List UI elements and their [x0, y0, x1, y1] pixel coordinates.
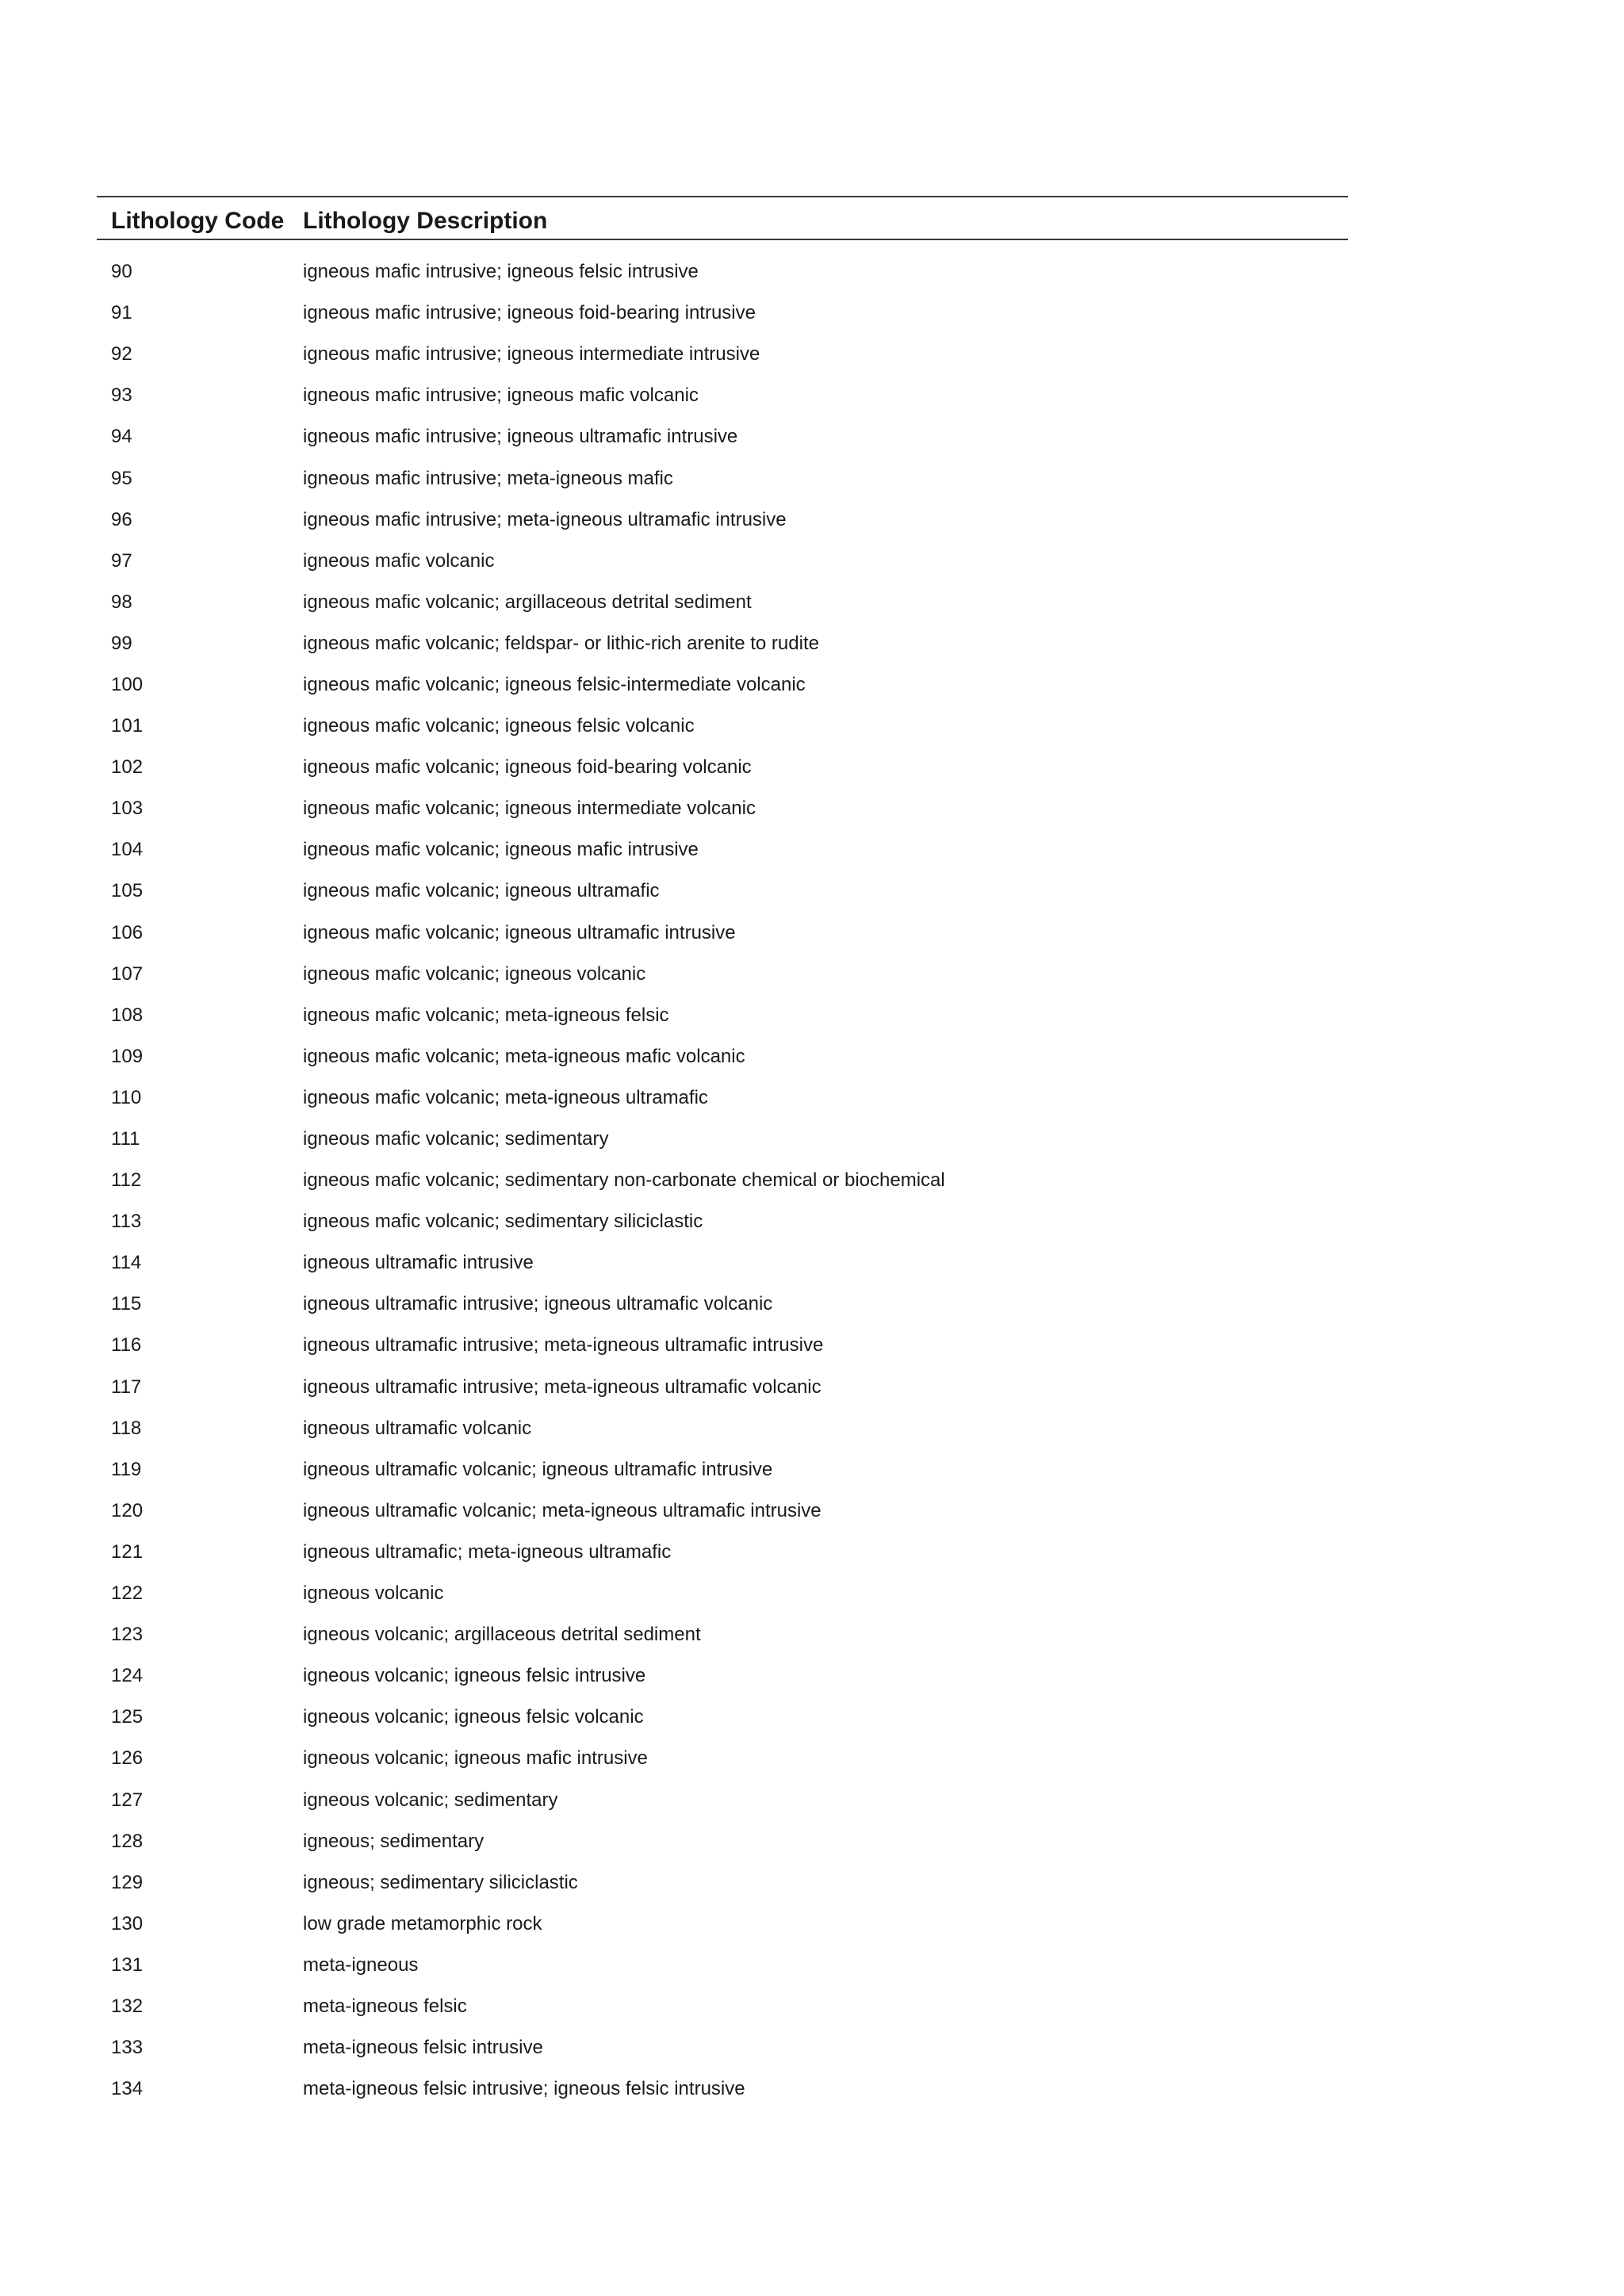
lithology-code-cell: 93 [111, 385, 132, 407]
lithology-code-cell: 100 [111, 673, 144, 695]
lithology-code-cell: 130 [111, 1912, 144, 1934]
lithology-description-cell: igneous mafic volcanic; igneous mafic intrusive [303, 839, 699, 861]
header-lithology-code: Lithology Code [111, 208, 285, 234]
table-row [97, 1779, 1348, 1820]
table-row [97, 457, 1348, 499]
table-row [97, 1201, 1348, 1242]
table-row [97, 706, 1348, 747]
lithology-description-cell: igneous volcanic; argillaceous detrital sediment [303, 1624, 701, 1646]
lithology-description-cell: igneous mafic volcanic [303, 549, 495, 572]
lithology-code-cell: 121 [111, 1540, 144, 1563]
lithology-code-cell: 105 [111, 880, 144, 902]
lithology-description-cell: meta-igneous felsic intrusive [303, 2037, 543, 2059]
table-row [97, 871, 1348, 912]
lithology-description-cell: igneous mafic volcanic; igneous volcanic [303, 962, 646, 985]
lithology-description-cell: igneous mafic volcanic; meta-igneous mafic volcanic [303, 1045, 745, 1067]
lithology-description-cell: igneous mafic intrusive; igneous mafic volcanic [303, 385, 699, 407]
lithology-description-cell: igneous volcanic; igneous felsic volcanic [303, 1706, 644, 1728]
lithology-code-cell: 97 [111, 549, 132, 572]
lithology-description-cell: igneous volcanic; sedimentary [303, 1789, 558, 1811]
lithology-code-cell: 106 [111, 921, 144, 943]
table-row [97, 293, 1348, 334]
lithology-description-cell: igneous mafic volcanic; igneous ultramafic intrusive [303, 921, 736, 943]
table-row [97, 1367, 1348, 1408]
table-row [97, 788, 1348, 829]
lithology-code-cell: 92 [111, 343, 132, 365]
lithology-code-cell: 112 [111, 1169, 142, 1192]
table-row [97, 913, 1348, 954]
table-row [97, 541, 1348, 582]
lithology-description-cell: igneous ultramafic intrusive; meta-igneous ultramafic volcanic [303, 1376, 822, 1398]
lithology-description-cell: igneous mafic volcanic; feldspar- or lithic-rich arenite to rudite [303, 632, 819, 654]
table-row [97, 747, 1348, 788]
lithology-table [97, 196, 1348, 2110]
lithology-description-cell: igneous mafic intrusive; igneous intermediate intrusive [303, 343, 760, 365]
lithology-description-cell: igneous mafic intrusive; meta-igneous mafic [303, 467, 673, 489]
lithology-description-cell: igneous mafic intrusive; meta-igneous ultramafic intrusive [303, 508, 787, 530]
lithology-code-cell: 116 [111, 1334, 142, 1357]
lithology-description-cell: meta-igneous [303, 1954, 419, 1976]
table-row [97, 995, 1348, 1036]
table-row [97, 1862, 1348, 1904]
lithology-code-cell: 109 [111, 1045, 144, 1067]
table-row [97, 416, 1348, 457]
table-row [97, 829, 1348, 871]
lithology-code-cell: 118 [111, 1417, 142, 1439]
lithology-description-cell: meta-igneous felsic [303, 1995, 467, 2017]
lithology-code-cell: 129 [111, 1871, 144, 1893]
lithology-code-cell: 94 [111, 426, 132, 448]
table-row [97, 499, 1348, 541]
lithology-code-cell: 131 [111, 1954, 144, 1976]
table-row [97, 1821, 1348, 1862]
lithology-code-cell: 128 [111, 1830, 144, 1852]
table-row [97, 664, 1348, 706]
lithology-description-cell: meta-igneous felsic intrusive; igneous felsic intrusive [303, 2078, 745, 2100]
lithology-code-cell: 99 [111, 632, 132, 654]
table-row [97, 334, 1348, 375]
lithology-description-cell: igneous mafic volcanic; sedimentary [303, 1128, 609, 1150]
lithology-code-cell: 133 [111, 2037, 144, 2059]
lithology-description-cell: igneous ultramafic intrusive [303, 1252, 534, 1274]
table-row [97, 1490, 1348, 1532]
lithology-description-cell: igneous ultramafic volcanic [303, 1417, 532, 1439]
lithology-code-cell: 120 [111, 1499, 144, 1521]
lithology-code-cell: 122 [111, 1582, 144, 1605]
table-row [97, 1655, 1348, 1697]
lithology-description-cell: igneous mafic intrusive; igneous ultramafic intrusive [303, 426, 738, 448]
lithology-code-cell: 104 [111, 839, 144, 861]
lithology-description-cell: igneous ultramafic; meta-igneous ultramafic [303, 1540, 672, 1563]
table-row [97, 1408, 1348, 1449]
lithology-code-cell: 90 [111, 261, 132, 283]
lithology-description-cell: igneous ultramafic volcanic; meta-igneous ultramafic intrusive [303, 1499, 822, 1521]
lithology-code-cell: 124 [111, 1665, 144, 1687]
lithology-code-cell: 101 [111, 715, 144, 737]
table-row [97, 1945, 1348, 1986]
lithology-description-cell: igneous mafic volcanic; igneous foid-bearing volcanic [303, 756, 752, 779]
lithology-code-cell: 126 [111, 1747, 144, 1770]
lithology-code-cell: 110 [111, 1086, 142, 1108]
lithology-description-cell: low grade metamorphic rock [303, 1912, 542, 1934]
lithology-description-cell: igneous mafic intrusive; igneous foid-bearing intrusive [303, 302, 756, 324]
lithology-description-cell: igneous mafic volcanic; igneous intermediate volcanic [303, 798, 756, 820]
table-row [97, 1697, 1348, 1738]
lithology-description-cell: igneous mafic volcanic; igneous ultramafic [303, 880, 660, 902]
lithology-code-cell: 119 [111, 1458, 142, 1480]
table-row [97, 582, 1348, 623]
lithology-code-cell: 113 [111, 1211, 142, 1233]
lithology-description-cell: igneous ultramafic intrusive; igneous ultramafic volcanic [303, 1293, 773, 1315]
table-row [97, 1119, 1348, 1160]
table-row [97, 1986, 1348, 2027]
lithology-description-cell: igneous mafic volcanic; meta-igneous ultramafic [303, 1086, 708, 1108]
lithology-code-cell: 132 [111, 1995, 144, 2017]
table-row [97, 1904, 1348, 1945]
lithology-description-cell: igneous mafic volcanic; sedimentary non-carbonate chemical or biochemical [303, 1169, 945, 1192]
table-header-row [97, 197, 1348, 240]
lithology-description-cell: igneous mafic volcanic; argillaceous detrital sediment [303, 591, 752, 613]
lithology-code-cell: 127 [111, 1789, 144, 1811]
table-row [97, 1077, 1348, 1119]
table-row [97, 1036, 1348, 1077]
lithology-code-cell: 114 [111, 1252, 142, 1274]
lithology-description-cell: igneous mafic volcanic; meta-igneous felsic [303, 1004, 669, 1026]
lithology-code-cell: 117 [111, 1376, 142, 1398]
table-row [97, 1614, 1348, 1655]
lithology-code-cell: 115 [111, 1293, 142, 1315]
lithology-description-cell: igneous mafic intrusive; igneous felsic intrusive [303, 261, 699, 283]
table-row [97, 251, 1348, 293]
table-row [97, 1325, 1348, 1366]
lithology-code-cell: 134 [111, 2078, 144, 2100]
table-row [97, 1284, 1348, 1325]
lithology-code-cell: 107 [111, 962, 144, 985]
lithology-description-cell: igneous mafic volcanic; igneous felsic-intermediate volcanic [303, 673, 806, 695]
table-row [97, 2027, 1348, 2068]
lithology-code-cell: 125 [111, 1706, 144, 1728]
lithology-code-cell: 111 [111, 1128, 140, 1150]
lithology-description-cell: igneous ultramafic intrusive; meta-igneous ultramafic intrusive [303, 1334, 824, 1357]
table-row [97, 954, 1348, 995]
table-row [97, 1532, 1348, 1573]
table-row [97, 1738, 1348, 1779]
lithology-description-cell: igneous volcanic; igneous mafic intrusive [303, 1747, 648, 1770]
lithology-description-cell: igneous volcanic; igneous felsic intrusive [303, 1665, 646, 1687]
table-body [97, 240, 1348, 2110]
table-row [97, 1449, 1348, 1490]
lithology-description-cell: igneous mafic volcanic; igneous felsic volcanic [303, 715, 695, 737]
table-row [97, 1160, 1348, 1201]
lithology-description-cell: igneous mafic volcanic; sedimentary siliciclastic [303, 1211, 703, 1233]
lithology-code-cell: 123 [111, 1624, 144, 1646]
table-row [97, 375, 1348, 416]
lithology-code-cell: 96 [111, 508, 132, 530]
lithology-description-cell: igneous volcanic [303, 1582, 444, 1605]
lithology-code-cell: 95 [111, 467, 132, 489]
table-row [97, 623, 1348, 664]
lithology-description-cell: igneous; sedimentary [303, 1830, 485, 1852]
lithology-description-cell: igneous ultramafic volcanic; igneous ultramafic intrusive [303, 1458, 773, 1480]
table-row [97, 1242, 1348, 1284]
lithology-code-cell: 108 [111, 1004, 144, 1026]
lithology-code-cell: 98 [111, 591, 132, 613]
table-row [97, 1573, 1348, 1614]
table-row [97, 2068, 1348, 2110]
lithology-code-cell: 102 [111, 756, 144, 779]
header-lithology-description: Lithology Description [303, 208, 548, 234]
lithology-description-cell: igneous; sedimentary siliciclastic [303, 1871, 578, 1893]
lithology-code-cell: 91 [111, 302, 132, 324]
lithology-code-cell: 103 [111, 798, 144, 820]
